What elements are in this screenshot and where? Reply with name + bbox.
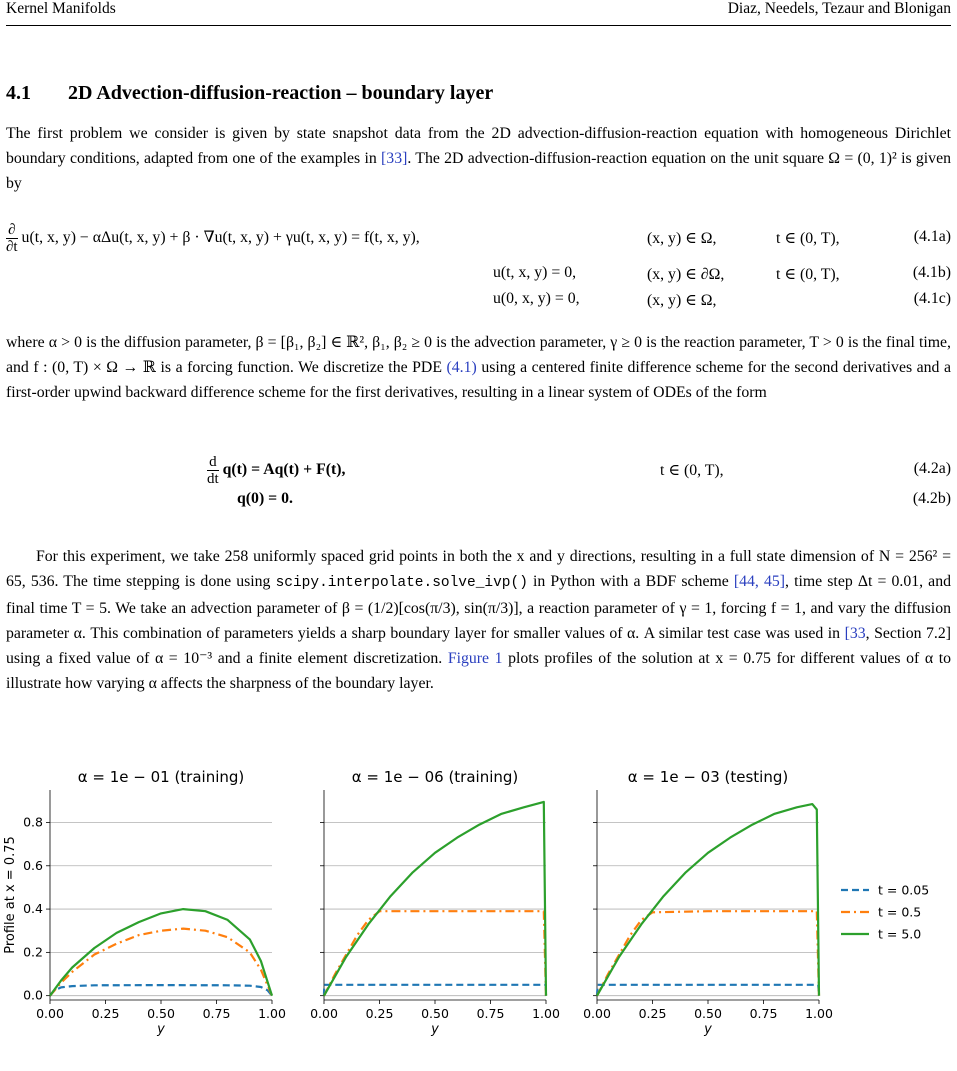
chart-panel-1	[23, 768, 286, 1037]
text: The first problem we consider is given by state snapshot data from the 2D advection-diffusion-reaction equation with homogeneous Dirichlet boundary conditions, adapted from one of the examples in	[6, 125, 951, 167]
section-heading	[6, 82, 493, 105]
series-line	[324, 911, 546, 996]
x-axis-label: y	[431, 1022, 439, 1037]
paragraph-intro	[6, 121, 951, 196]
x-tick-label: 0.75	[476, 1006, 505, 1021]
paragraph-experiment	[6, 544, 951, 696]
x-tick-label: 1.00	[258, 1006, 286, 1021]
series-line	[324, 802, 546, 996]
header-left: Kernel Manifolds	[6, 0, 116, 17]
y-tick-label: 0.4	[23, 901, 43, 917]
y-tick-label: 0.2	[23, 944, 43, 960]
x-tick-label: 0.25	[365, 1006, 394, 1021]
x-tick-label: 1.00	[805, 1006, 833, 1021]
citation-link[interactable]: [33]	[381, 150, 408, 167]
x-tick-label: 0.25	[91, 1006, 120, 1021]
equation-number: (4.1a)	[913, 228, 951, 245]
legend-label: t = 0.5	[878, 904, 922, 920]
eq-domain: (x, y) ∈ Ω,	[647, 230, 717, 247]
series-line	[324, 985, 546, 996]
text: For this experiment, we take 258 uniformly spaced grid points in both the x and y directions, resulting in a full state dimension of N = 256² = 65, 536. The time stepping is done using	[6, 548, 951, 590]
panel-title: α = 1e − 01 (training)	[77, 768, 245, 786]
x-tick-label: 0.50	[694, 1006, 722, 1021]
profile-figure	[0, 760, 957, 1071]
legend-label: t = 0.05	[878, 882, 930, 898]
equation-4-2a	[207, 454, 345, 487]
text: in Python with a BDF scheme	[527, 573, 734, 590]
x-tick-label: 0.75	[202, 1006, 231, 1021]
citation-link[interactable]: [33	[844, 625, 866, 642]
equation-4-1c: u(0, x, y) = 0,	[493, 290, 580, 307]
eq-time: t ∈ (0, T),	[660, 462, 724, 479]
equation-text: u(t, x, y) − αΔu(t, x, y) + β · ∇u(t, x, y) + γu(t, x, y) = f(t, x, y),	[21, 229, 420, 247]
equation-4-1b: u(t, x, y) = 0,	[493, 264, 577, 281]
series-line	[597, 985, 819, 996]
citation-link[interactable]: [44, 45]	[733, 573, 786, 590]
equation-text: q(t) = Aq(t) + F(t),	[222, 461, 346, 479]
equation-number: (4.1b)	[912, 264, 951, 281]
series-line	[50, 985, 272, 996]
x-tick-label: 0.25	[638, 1006, 667, 1021]
equation-number: (4.2b)	[912, 490, 951, 507]
time-derivative: $\frac{d}{dt}$	[207, 454, 219, 487]
panel-title: α = 1e − 03 (testing)	[627, 768, 789, 786]
figure-link[interactable]: Figure 1	[447, 650, 503, 667]
x-tick-label: 0.00	[310, 1006, 338, 1021]
x-tick-label: 1.00	[532, 1006, 560, 1021]
eq-time: t ∈ (0, T),	[776, 230, 840, 247]
equation-link[interactable]: (4.1)	[446, 359, 477, 376]
x-tick-label: 0.50	[421, 1006, 449, 1021]
running-header	[6, 0, 951, 26]
paragraph-parameters	[6, 330, 951, 405]
series-line	[597, 804, 819, 996]
y-tick-label: 0.6	[23, 857, 43, 873]
text: . The 2D advection-diffusion-reaction equation on the unit square Ω = (0, 1)² is given by	[6, 150, 951, 192]
text: using a centered finite difference scheme for the second derivatives and a first-order upwind backward difference scheme for the first derivatives, resulting in a linear system of ODEs of the form	[6, 359, 951, 401]
equation-number: (4.1c)	[913, 290, 951, 307]
section-title: 2D Advection-diffusion-reaction – boundary layer	[68, 82, 494, 104]
x-tick-label: 0.00	[36, 1006, 64, 1021]
chart-panel-2	[310, 768, 560, 1037]
equation-number: (4.2a)	[913, 460, 951, 477]
eq-domain: (x, y) ∈ Ω,	[647, 292, 717, 309]
y-axis-label: Profile at x = 0.75	[3, 836, 18, 954]
text: where α > 0 is the diffusion parameter, β = [β₁, β₂] ∈ ℝ², β₁, β₂ ≥ 0 is the advection parameter, γ ≥ 0 is the reaction parameter, T > 0 is the final time, and f : (0, T) × Ω → ℝ is a forcing function. We discretize the PDE	[6, 334, 951, 376]
x-tick-label: 0.50	[147, 1006, 175, 1021]
x-axis-label: y	[704, 1022, 712, 1037]
series-line	[597, 911, 819, 996]
panel-title: α = 1e − 06 (training)	[351, 768, 519, 786]
code-snippet: scipy.interpolate.solve_ivp()	[275, 575, 528, 591]
partial-derivative: $\frac{\partial}{\partial t}$	[6, 222, 18, 255]
x-tick-label: 0.00	[583, 1006, 611, 1021]
section-number: 4.1	[6, 82, 31, 104]
text: plots profiles of the solution at x = 0.75 for different values of α to illustrate how varying α affects the sharpness of the boundary layer.	[6, 650, 951, 692]
y-tick-label: 0.8	[23, 814, 43, 830]
text: , time step Δt = 0.01, and final time T = 5. We take an advection parameter of β = (1/2)[cos(π/3), sin(π/3)], a reaction parameter of γ = 1, forcing f = 1, and vary the diffusion parameter α. This combination of parameters yields a sharp boundary layer for smaller values of α. A similar test case was used in	[6, 573, 951, 642]
x-axis-label: y	[157, 1022, 165, 1037]
equation-4-1a	[6, 222, 420, 255]
eq-domain: (x, y) ∈ ∂Ω,	[647, 266, 725, 283]
x-tick-label: 0.75	[749, 1006, 778, 1021]
legend	[841, 883, 929, 942]
header-right: Diaz, Needels, Tezaur and Blonigan	[727, 0, 951, 17]
eq-time: t ∈ (0, T),	[776, 266, 840, 283]
y-tick-label: 0.0	[23, 987, 43, 1003]
text: , Section 7.2] using a fixed value of α = 10⁻³ and a finite element discretization.	[6, 625, 951, 667]
equation-4-2b: q(0) = 0.	[237, 490, 293, 507]
chart-panel-3	[583, 768, 833, 1037]
legend-label: t = 5.0	[878, 926, 922, 942]
